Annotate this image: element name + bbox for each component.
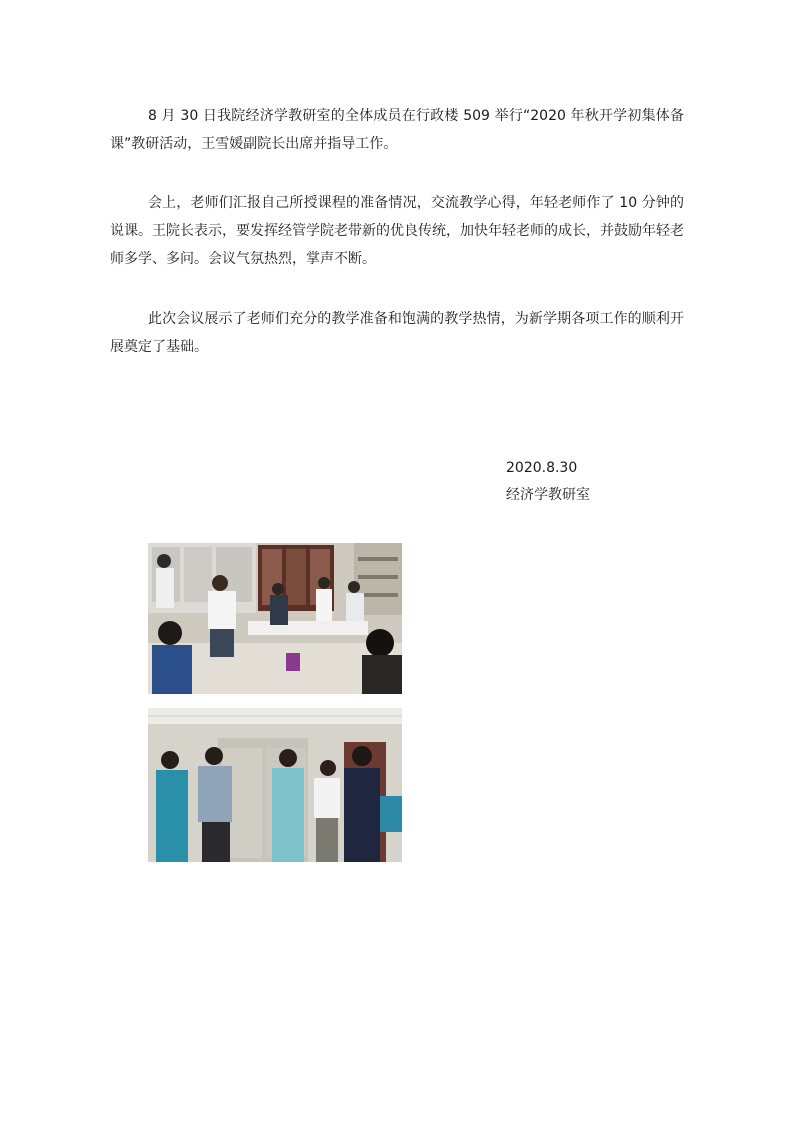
meeting-photo-seated [148,543,402,694]
paragraph-intro: 8 月 30 日我院经济学教研室的全体成员在行政楼 509 举行“2020 年秋开学初集体备课”教研活动，王雪媛副院长出席并指导工作。 [110,108,684,152]
paragraph-meeting: 会上，老师们汇报自己所授课程的准备情况，交流教学心得，年轻老师作了 10 分钟的说课。王院长表示，要发挥经管学院老带新的优良传统，加快年轻老师的成长，并鼓励年轻老师多学、多问。会议气氛热烈，掌声不断。 [110,195,684,267]
paragraph-conclusion: 此次会议展示了老师们充分的教学准备和饱满的教学热情，为新学期各项工作的顺利开展奠定了基础。 [110,311,684,355]
signature-date: 2020.8.30 [506,460,578,476]
signature-department: 经济学教研室 [506,487,590,503]
meeting-photo-standing [148,708,402,862]
